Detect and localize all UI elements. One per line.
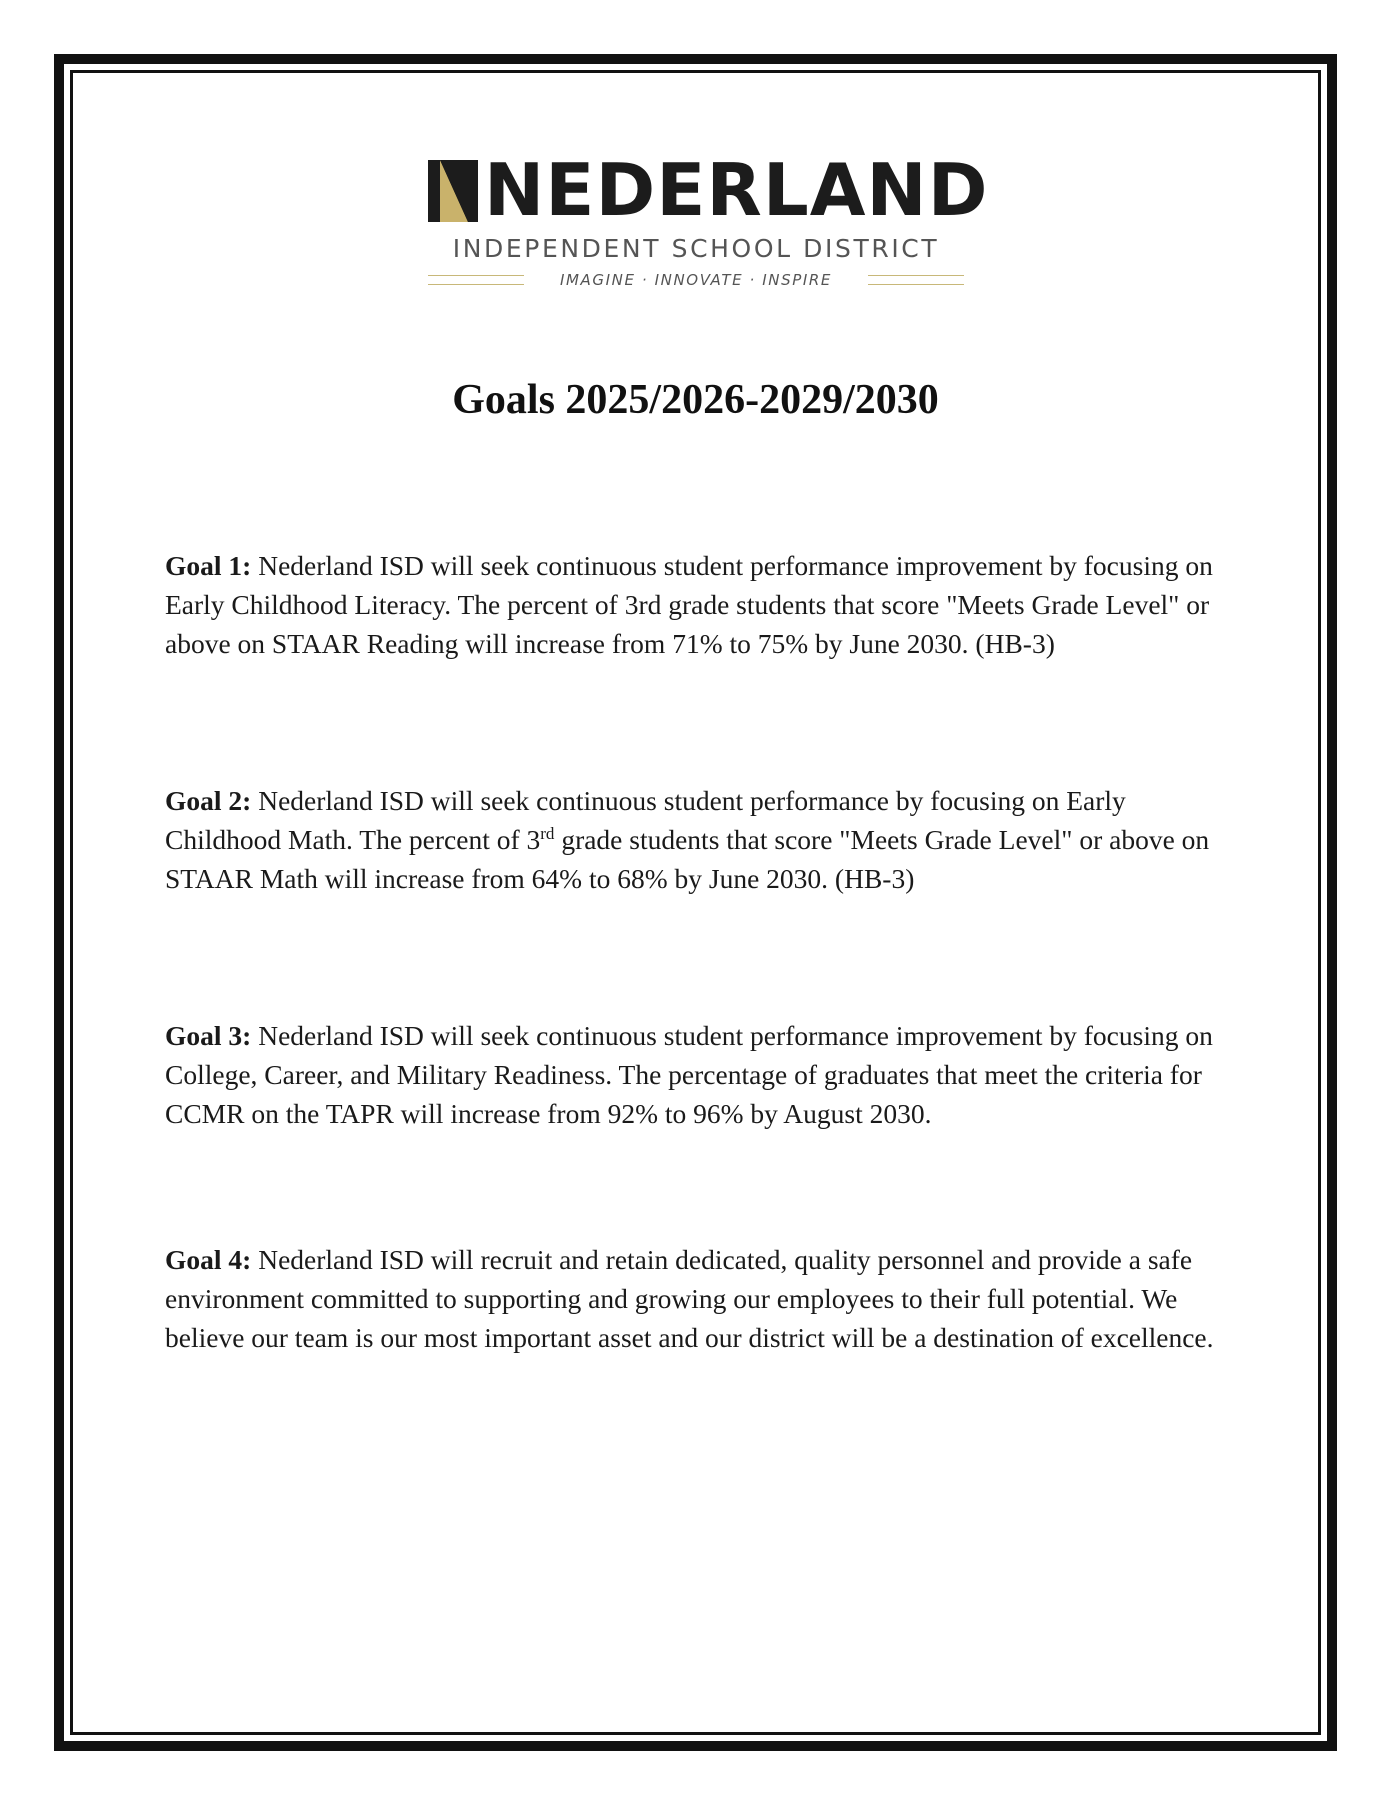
page-border [54, 54, 1337, 1751]
logo-tagline: IMAGINE · INNOVATE · INSPIRE [559, 271, 833, 289]
logo-n-mark-icon [428, 160, 478, 222]
goal-1-label: Goal 1: [165, 550, 252, 581]
logo-subtitle: INDEPENDENT SCHOOL DISTRICT [452, 234, 940, 263]
goal-2-paragraph [165, 781, 1240, 898]
logo-tagline-row [428, 270, 964, 290]
district-logo [428, 148, 989, 294]
logo-name: NEDERLAND [484, 148, 989, 232]
goal-2-label: Goal 2: [165, 785, 252, 816]
tagline-rule-left [428, 275, 524, 285]
goal-3-paragraph [165, 1016, 1240, 1133]
goal-3-text: Nederland ISD will seek continuous student performance improvement by focusing on College, Career, and Military Readiness. The percentage of graduates that meet the criteria for CCMR on the TAPR will increase from 92% to 96% by August 2030. [165, 1020, 1213, 1129]
goal-1-text: Nederland ISD will seek continuous student performance improvement by focusing on Early Childhood Literacy. The percent of 3rd grade students that score "Meets Grade Level" or above on STAAR Reading will increase from 71% to 75% by June 2030. (HB-3) [165, 550, 1213, 659]
goal-2-text-after: grade students that score "Meets Grade Level" or above on STAAR Math will increase from 64% to 68% by June 2030. (HB-3) [165, 824, 1210, 894]
tagline-rule-right [868, 275, 964, 285]
goal-4-label: Goal 4: [165, 1244, 252, 1275]
goal-4-text: Nederland ISD will recruit and retain dedicated, quality personnel and provide a safe environment committed to supporting and growing our employees to their full potential. We believe our team is our most important asset and our district will be a destination of excellence. [165, 1244, 1214, 1353]
goal-4-paragraph [165, 1240, 1240, 1357]
page-border-inner [70, 70, 1321, 1735]
logo-wordmark [428, 148, 989, 232]
goal-1-paragraph [165, 546, 1240, 663]
goal-2-text-before: Nederland ISD will seek continuous student performance by focusing on Early Childhood Math. The percent of 3 [165, 785, 1126, 855]
goal-2-superscript: rd [540, 824, 555, 843]
goal-3-label: Goal 3: [165, 1020, 252, 1051]
page-title: Goals 2025/2026-2029/2030 [452, 377, 939, 423]
